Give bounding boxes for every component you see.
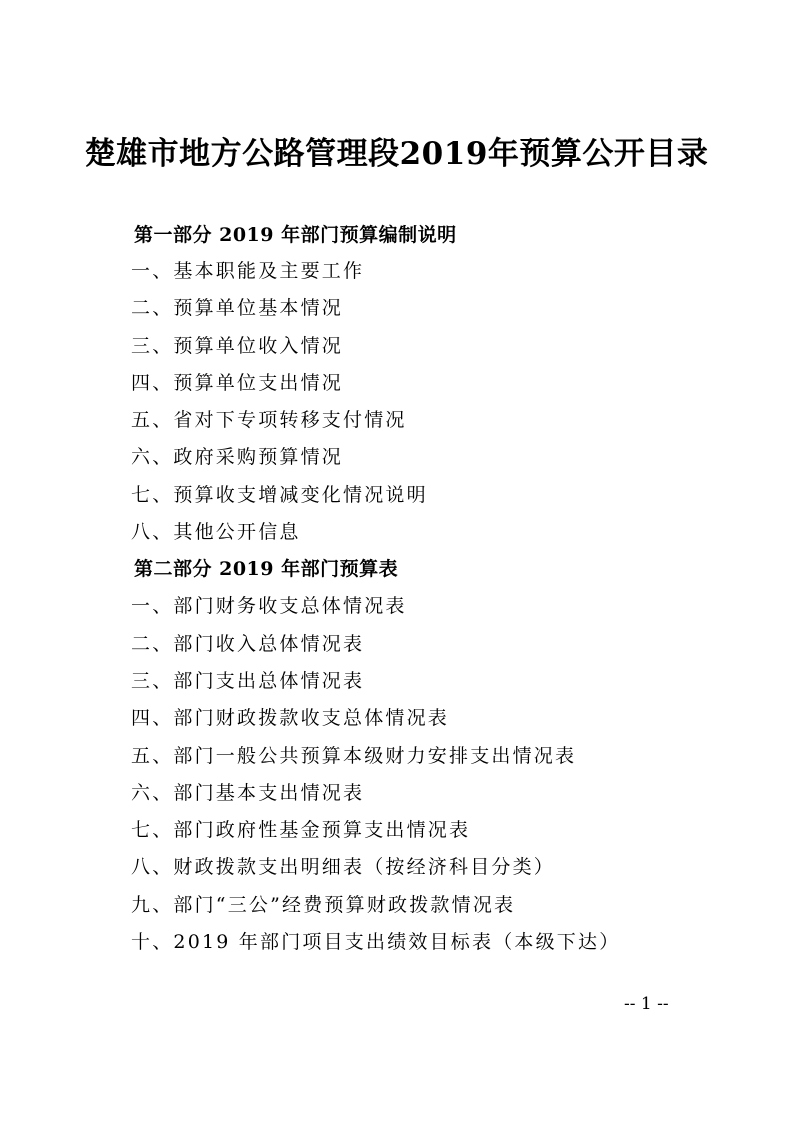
part1-item: 八、其他公开信息 — [131, 521, 301, 543]
part2-item: 七、部门政府性基金预算支出情况表 — [131, 819, 471, 841]
part2-item: 五、部门一般公共预算本级财力安排支出情况表 — [131, 745, 577, 767]
part1-heading: 第一部分 2019 年部门预算编制说明 — [134, 224, 457, 246]
part2-item: 二、部门收入总体情况表 — [131, 633, 365, 655]
part2-item: 八、财政拨款支出明细表（按经济科目分类） — [131, 856, 556, 878]
part1-item: 三、预算单位收入情况 — [131, 335, 344, 357]
part2-item: 六、部门基本支出情况表 — [131, 782, 365, 804]
part2-item: 十、2019 年部门项目支出绩效目标表（本级下达） — [131, 931, 621, 953]
part2-item: 三、部门支出总体情况表 — [131, 670, 365, 692]
page-number: -- 1 -- — [624, 994, 669, 1014]
part2-heading: 第二部分 2019 年部门预算表 — [134, 558, 399, 580]
part1-item: 四、预算单位支出情况 — [131, 372, 344, 394]
part1-item: 六、政府采购预算情况 — [131, 446, 344, 468]
part1-item: 七、预算收支增减变化情况说明 — [131, 484, 428, 506]
part2-item: 九、部门“三公”经费预算财政拨款情况表 — [131, 894, 516, 916]
part1-item: 一、基本职能及主要工作 — [131, 260, 365, 282]
part2-item: 四、部门财政拨款收支总体情况表 — [131, 707, 450, 729]
document-title: 楚雄市地方公路管理段2019年预算公开目录 — [84, 136, 709, 172]
part1-item: 二、预算单位基本情况 — [131, 297, 344, 319]
part1-item: 五、省对下专项转移支付情况 — [131, 409, 407, 431]
part2-item: 一、部门财务收支总体情况表 — [131, 595, 407, 617]
